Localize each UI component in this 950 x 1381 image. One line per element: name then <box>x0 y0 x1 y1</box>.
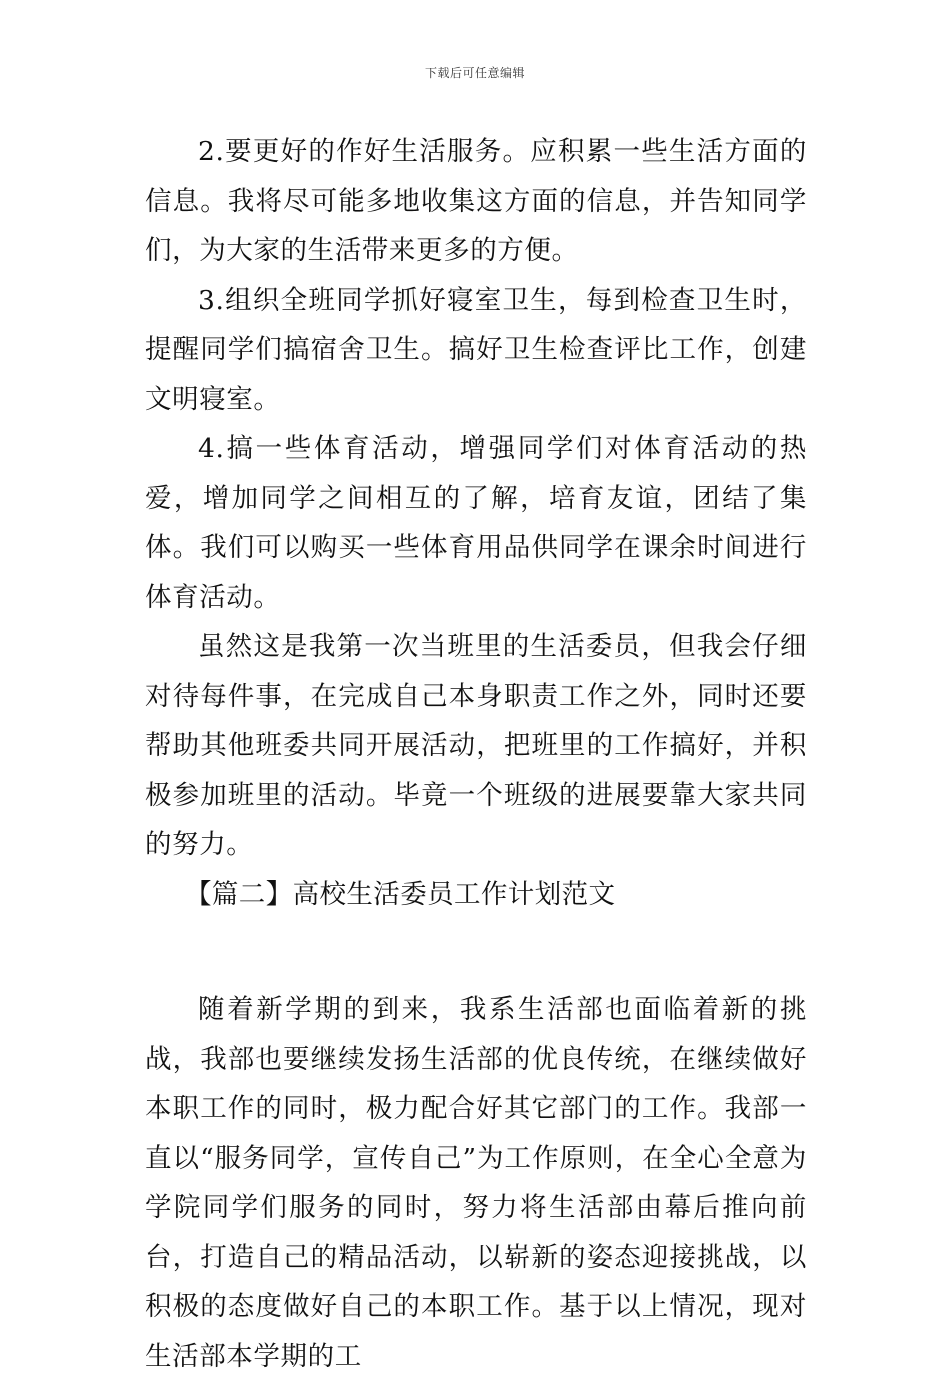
paragraph-conclusion: 虽然这是我第一次当班里的生活委员，但我会仔细对待每件事，在完成自己本身职责工作之外，同时还要帮助其他班委共同开展活动，把班里的工作搞好，并积极参加班里的活动。毕竟一个班级的进展要靠大家共同的努力。 <box>145 631 807 860</box>
document-body <box>145 127 807 1381</box>
page-header-note: 下载后可任意编辑 <box>424 66 525 80</box>
section-spacer <box>145 919 807 985</box>
section-heading: 【篇二】高校生活委员工作计划范文 <box>185 878 616 910</box>
paragraph-item-4: 4.搞一些体育活动，增强同学们对体育活动的热爱，增加同学之间相互的了解，培育友谊，团结了集体。我们可以购买一些体育用品供同学在课余时间进行体育活动。 <box>145 433 807 613</box>
paragraph-intro: 随着新学期的到来，我系生活部也面临着新的挑战，我部也要继续发扬生活部的优良传统，在继续做好本职工作的同时，极力配合好其它部门的工作。我部一直以“服务同学，宣传自己”为工作原则，在全心全意为学院同学们服务的同时，努力将生活部由幕后推向前台，打造自己的精品活动，以崭新的姿态迎接挑战，以积极的态度做好自己的本职工作。基于以上情况，现对生活部本学期的工 <box>145 994 807 1372</box>
paragraph-item-3: 3.组织全班同学抓好寝室卫生，每到检查卫生时，提醒同学们搞宿舍卫生。搞好卫生检查评比工作，创建文明寝室。 <box>145 284 807 415</box>
paragraph-item-2: 2.要更好的作好生活服务。应积累一些生活方面的信息。我将尽可能多地收集这方面的信息，并告知同学们，为大家的生活带来更多的方便。 <box>145 136 807 266</box>
